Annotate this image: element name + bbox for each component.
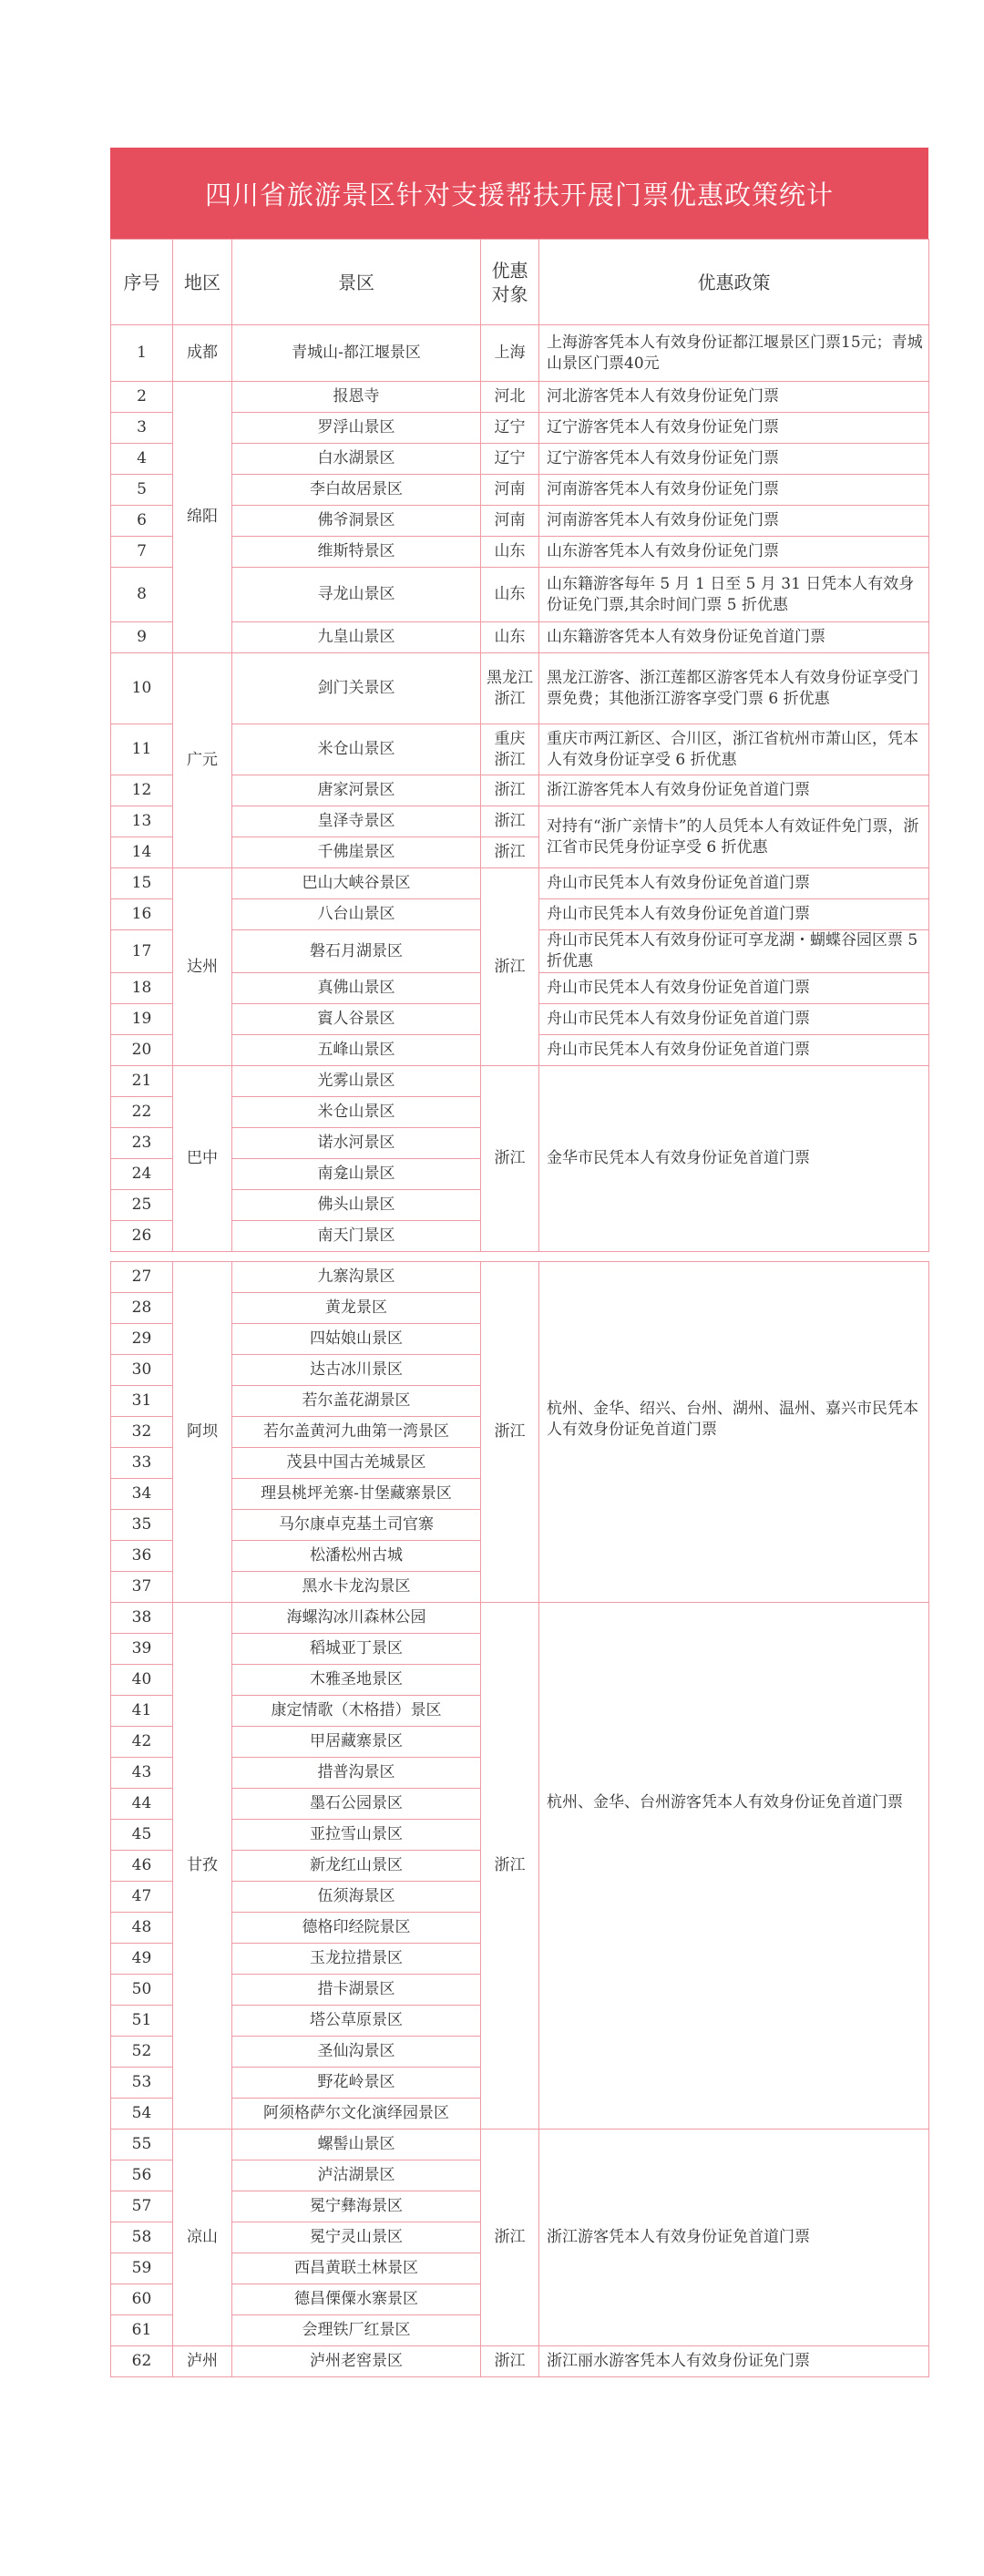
- target-cell: 浙江: [481, 2346, 539, 2377]
- target-cell: 山东: [481, 622, 539, 653]
- table-row: [111, 413, 929, 444]
- row-number: 12: [111, 775, 173, 806]
- target-cell: 山东: [481, 537, 539, 568]
- policy-cell: 黑龙江游客、浙江莲都区游客凭本人有效身份证享受门票免费；其他浙江游客享受门票 6 折优惠: [539, 653, 929, 724]
- scenic-spot-cell: 八台山景区: [232, 899, 481, 930]
- region-cell: 绵阳: [173, 382, 232, 653]
- scenic-spot-cell: 康定情歌（木格措）景区: [232, 1696, 481, 1727]
- row-number: 31: [111, 1386, 173, 1417]
- scenic-spot-cell: 报恩寺: [232, 382, 481, 413]
- scenic-spot-cell: 会理铁厂红景区: [232, 2315, 481, 2346]
- row-number: 28: [111, 1293, 173, 1324]
- row-number: 62: [111, 2346, 173, 2377]
- scenic-spot-cell: 米仓山景区: [232, 724, 481, 775]
- target-cell: 河北: [481, 382, 539, 413]
- row-number: 44: [111, 1789, 173, 1820]
- row-number: 40: [111, 1665, 173, 1696]
- scenic-spot-cell: 千佛崖景区: [232, 837, 481, 868]
- row-number: 34: [111, 1479, 173, 1510]
- scenic-spot-cell: 德昌傈僳水寨景区: [232, 2284, 481, 2315]
- header-region: 地区: [173, 240, 232, 325]
- row-number: 50: [111, 1975, 173, 2006]
- policy-cell: 山东游客凭本人有效身份证免门票: [539, 537, 929, 568]
- scenic-spot-cell: 佛爷洞景区: [232, 506, 481, 537]
- policy-cell: 对持有“浙广亲情卡”的人员凭本人有效证件免门票，浙江省市民凭身份证享受 6 折优惠: [539, 806, 929, 868]
- region-cell: 阿坝: [173, 1262, 232, 1603]
- table-row: [111, 325, 929, 382]
- table-row: [111, 1262, 929, 1293]
- row-number: 16: [111, 899, 173, 930]
- row-number: 60: [111, 2284, 173, 2315]
- row-number: 18: [111, 973, 173, 1004]
- policy-cell: 金华市民凭本人有效身份证免首道门票: [539, 1066, 929, 1252]
- policy-cell: 河北游客凭本人有效身份证免门票: [539, 382, 929, 413]
- row-number: 10: [111, 653, 173, 724]
- policy-cell: 河南游客凭本人有效身份证免门票: [539, 506, 929, 537]
- policy-cell: 河南游客凭本人有效身份证免门票: [539, 475, 929, 506]
- scenic-spot-cell: 罗浮山景区: [232, 413, 481, 444]
- target-cell: 辽宁: [481, 444, 539, 475]
- row-number: 49: [111, 1944, 173, 1975]
- row-number: 48: [111, 1913, 173, 1944]
- row-number: 42: [111, 1727, 173, 1758]
- policy-cell: 浙江游客凭本人有效身份证免首道门票: [539, 2130, 929, 2346]
- row-number: 53: [111, 2068, 173, 2099]
- table-row: [111, 724, 929, 775]
- policy-cell: 辽宁游客凭本人有效身份证免门票: [539, 444, 929, 475]
- row-number: 27: [111, 1262, 173, 1293]
- row-number: 8: [111, 568, 173, 622]
- row-number: 30: [111, 1355, 173, 1386]
- policy-cell: 重庆市两江新区、合川区，浙江省杭州市萧山区，凭本人有效身份证享受 6 折优惠: [539, 724, 929, 775]
- scenic-spot-cell: 维斯特景区: [232, 537, 481, 568]
- scenic-spot-cell: 茂县中国古羌城景区: [232, 1448, 481, 1479]
- row-number: 2: [111, 382, 173, 413]
- policy-cell: 山东籍游客凭本人有效身份证免首道门票: [539, 622, 929, 653]
- scenic-spot-cell: 米仓山景区: [232, 1097, 481, 1128]
- scenic-spot-cell: 野花岭景区: [232, 2068, 481, 2099]
- target-cell: 浙江: [481, 1603, 539, 2130]
- policy-table: [110, 239, 929, 2377]
- row-number: 33: [111, 1448, 173, 1479]
- target-cell: 河南: [481, 506, 539, 537]
- scenic-spot-cell: 泸州老窖景区: [232, 2346, 481, 2377]
- scenic-spot-cell: 理县桃坪羌寨-甘堡藏寨景区: [232, 1479, 481, 1510]
- scenic-spot-cell: 伍须海景区: [232, 1882, 481, 1913]
- row-number: 15: [111, 868, 173, 899]
- scenic-spot-cell: 唐家河景区: [232, 775, 481, 806]
- policy-cell: 舟山市民凭本人有效身份证免首道门票: [539, 868, 929, 899]
- table-row: [111, 1066, 929, 1097]
- table-row: [111, 806, 929, 837]
- row-number: 32: [111, 1417, 173, 1448]
- row-number: 55: [111, 2130, 173, 2160]
- row-number: 4: [111, 444, 173, 475]
- row-number: 1: [111, 325, 173, 382]
- scenic-spot-cell: 寻龙山景区: [232, 568, 481, 622]
- scenic-spot-cell: 稻城亚丁景区: [232, 1634, 481, 1665]
- policy-cell: 浙江丽水游客凭本人有效身份证免门票: [539, 2346, 929, 2377]
- row-number: 61: [111, 2315, 173, 2346]
- policy-cell: 杭州、金华、绍兴、台州、湖州、温州、嘉兴市民凭本人有效身份证免首道门票: [539, 1262, 929, 1603]
- scenic-spot-cell: 九皇山景区: [232, 622, 481, 653]
- scenic-spot-cell: 泸沽湖景区: [232, 2160, 481, 2191]
- policy-cell: 舟山市民凭本人有效身份证免首道门票: [539, 1035, 929, 1066]
- row-number: 25: [111, 1190, 173, 1221]
- scenic-spot-cell: 冕宁灵山景区: [232, 2222, 481, 2253]
- scenic-spot-cell: 賨人谷景区: [232, 1004, 481, 1035]
- row-number: 19: [111, 1004, 173, 1035]
- region-cell: 广元: [173, 653, 232, 868]
- header-policy: 优惠政策: [539, 240, 929, 325]
- header-no: 序号: [111, 240, 173, 325]
- target-cell: 黑龙江 浙江: [481, 653, 539, 724]
- row-number: 59: [111, 2253, 173, 2284]
- header-target: 优惠 对象: [481, 240, 539, 325]
- scenic-spot-cell: 螺髻山景区: [232, 2130, 481, 2160]
- scenic-spot-cell: 磐石月湖景区: [232, 930, 481, 973]
- row-number: 5: [111, 475, 173, 506]
- scenic-spot-cell: 海螺沟冰川森林公园: [232, 1603, 481, 1634]
- policy-document: [110, 148, 928, 2377]
- row-number: 46: [111, 1851, 173, 1882]
- table-row: [111, 653, 929, 724]
- target-cell: 浙江: [481, 837, 539, 868]
- region-cell: 成都: [173, 325, 232, 382]
- table-title: 四川省旅游景区针对支援帮扶开展门票优惠政策统计: [110, 148, 928, 239]
- row-number: 41: [111, 1696, 173, 1727]
- table-row: [111, 475, 929, 506]
- scenic-spot-cell: 冕宁彝海景区: [232, 2191, 481, 2222]
- target-cell: 重庆 浙江: [481, 724, 539, 775]
- target-cell: 河南: [481, 475, 539, 506]
- scenic-spot-cell: 措普沟景区: [232, 1758, 481, 1789]
- row-number: 56: [111, 2160, 173, 2191]
- scenic-spot-cell: 木雅圣地景区: [232, 1665, 481, 1696]
- target-cell: 浙江: [481, 2130, 539, 2346]
- row-number: 7: [111, 537, 173, 568]
- scenic-spot-cell: 西昌黄联土林景区: [232, 2253, 481, 2284]
- scenic-spot-cell: 黑水卡龙沟景区: [232, 1572, 481, 1603]
- row-number: 20: [111, 1035, 173, 1066]
- row-number: 36: [111, 1541, 173, 1572]
- row-number: 51: [111, 2006, 173, 2037]
- region-cell: 达州: [173, 868, 232, 1066]
- target-cell: 浙江: [481, 1066, 539, 1252]
- policy-cell: 山东籍游客每年 5 月 1 日至 5 月 31 日凭本人有效身份证免门票,其余时间门票 5 折优惠: [539, 568, 929, 622]
- scenic-spot-cell: 黄龙景区: [232, 1293, 481, 1324]
- row-number: 11: [111, 724, 173, 775]
- table-row: [111, 775, 929, 806]
- target-cell: 浙江: [481, 868, 539, 1066]
- policy-cell: 舟山市民凭本人有效身份证可享龙湖・蝴蝶谷园区票 5 折优惠: [539, 930, 929, 973]
- scenic-spot-cell: 南天门景区: [232, 1221, 481, 1252]
- row-number: 6: [111, 506, 173, 537]
- row-number: 37: [111, 1572, 173, 1603]
- table-row: [111, 568, 929, 622]
- table-row: [111, 2130, 929, 2160]
- header-row: [111, 240, 929, 325]
- scenic-spot-cell: 佛头山景区: [232, 1190, 481, 1221]
- target-cell: 上海: [481, 325, 539, 382]
- row-number: 54: [111, 2099, 173, 2130]
- scenic-spot-cell: 若尔盖花湖景区: [232, 1386, 481, 1417]
- target-cell: 辽宁: [481, 413, 539, 444]
- region-cell: 巴中: [173, 1066, 232, 1252]
- row-number: 38: [111, 1603, 173, 1634]
- row-number: 47: [111, 1882, 173, 1913]
- scenic-spot-cell: 达古冰川景区: [232, 1355, 481, 1386]
- row-number: 21: [111, 1066, 173, 1097]
- scenic-spot-cell: 甲居藏寨景区: [232, 1727, 481, 1758]
- row-number: 9: [111, 622, 173, 653]
- row-number: 52: [111, 2037, 173, 2068]
- row-number: 58: [111, 2222, 173, 2253]
- scenic-spot-cell: 玉龙拉措景区: [232, 1944, 481, 1975]
- scenic-spot-cell: 真佛山景区: [232, 973, 481, 1004]
- policy-cell: 上海游客凭本人有效身份证都江堰景区门票15元；青城山景区门票40元: [539, 325, 929, 382]
- region-cell: 甘孜: [173, 1603, 232, 2130]
- row-number: 57: [111, 2191, 173, 2222]
- scenic-spot-cell: 措卡湖景区: [232, 1975, 481, 2006]
- row-number: 14: [111, 837, 173, 868]
- section-gap: [111, 1252, 929, 1262]
- table-row: [111, 1603, 929, 1634]
- table-row: [111, 444, 929, 475]
- target-cell: 浙江: [481, 775, 539, 806]
- table-row: [111, 506, 929, 537]
- scenic-spot-cell: 马尔康卓克基土司官寨: [232, 1510, 481, 1541]
- scenic-spot-cell: 李白故居景区: [232, 475, 481, 506]
- row-number: 3: [111, 413, 173, 444]
- table-row: [111, 868, 929, 899]
- scenic-spot-cell: 新龙红山景区: [232, 1851, 481, 1882]
- scenic-spot-cell: 诺水河景区: [232, 1128, 481, 1159]
- policy-cell: 舟山市民凭本人有效身份证免首道门票: [539, 899, 929, 930]
- scenic-spot-cell: 剑门关景区: [232, 653, 481, 724]
- table-row: [111, 2346, 929, 2377]
- scenic-spot-cell: 九寨沟景区: [232, 1262, 481, 1293]
- row-number: 35: [111, 1510, 173, 1541]
- row-number: 29: [111, 1324, 173, 1355]
- scenic-spot-cell: 松潘松州古城: [232, 1541, 481, 1572]
- scenic-spot-cell: 四姑娘山景区: [232, 1324, 481, 1355]
- row-number: 24: [111, 1159, 173, 1190]
- target-cell: 浙江: [481, 806, 539, 837]
- row-number: 26: [111, 1221, 173, 1252]
- scenic-spot-cell: 白水湖景区: [232, 444, 481, 475]
- scenic-spot-cell: 青城山-都江堰景区: [232, 325, 481, 382]
- row-number: 39: [111, 1634, 173, 1665]
- policy-cell: 舟山市民凭本人有效身份证免首道门票: [539, 973, 929, 1004]
- region-cell: 泸州: [173, 2346, 232, 2377]
- scenic-spot-cell: 墨石公园景区: [232, 1789, 481, 1820]
- row-number: 43: [111, 1758, 173, 1789]
- scenic-spot-cell: 阿须格萨尔文化演绎园景区: [232, 2099, 481, 2130]
- policy-cell: 辽宁游客凭本人有效身份证免门票: [539, 413, 929, 444]
- table-row: [111, 537, 929, 568]
- scenic-spot-cell: 皇泽寺景区: [232, 806, 481, 837]
- table-row: [111, 382, 929, 413]
- row-number: 45: [111, 1820, 173, 1851]
- region-cell: 凉山: [173, 2130, 232, 2346]
- table-row: [111, 622, 929, 653]
- target-cell: 浙江: [481, 1262, 539, 1603]
- policy-cell: 舟山市民凭本人有效身份证免首道门票: [539, 1004, 929, 1035]
- row-number: 13: [111, 806, 173, 837]
- row-number: 22: [111, 1097, 173, 1128]
- scenic-spot-cell: 圣仙沟景区: [232, 2037, 481, 2068]
- scenic-spot-cell: 五峰山景区: [232, 1035, 481, 1066]
- scenic-spot-cell: 南龛山景区: [232, 1159, 481, 1190]
- scenic-spot-cell: 塔公草原景区: [232, 2006, 481, 2037]
- target-cell: 山东: [481, 568, 539, 622]
- scenic-spot-cell: 德格印经院景区: [232, 1913, 481, 1944]
- scenic-spot-cell: 若尔盖黄河九曲第一湾景区: [232, 1417, 481, 1448]
- scenic-spot-cell: 光雾山景区: [232, 1066, 481, 1097]
- policy-cell: 杭州、金华、台州游客凭本人有效身份证免首道门票: [539, 1603, 929, 2130]
- scenic-spot-cell: 巴山大峡谷景区: [232, 868, 481, 899]
- header-spot: 景区: [232, 240, 481, 325]
- scenic-spot-cell: 亚拉雪山景区: [232, 1820, 481, 1851]
- row-number: 17: [111, 930, 173, 973]
- row-number: 23: [111, 1128, 173, 1159]
- policy-cell: 浙江游客凭本人有效身份证免首道门票: [539, 775, 929, 806]
